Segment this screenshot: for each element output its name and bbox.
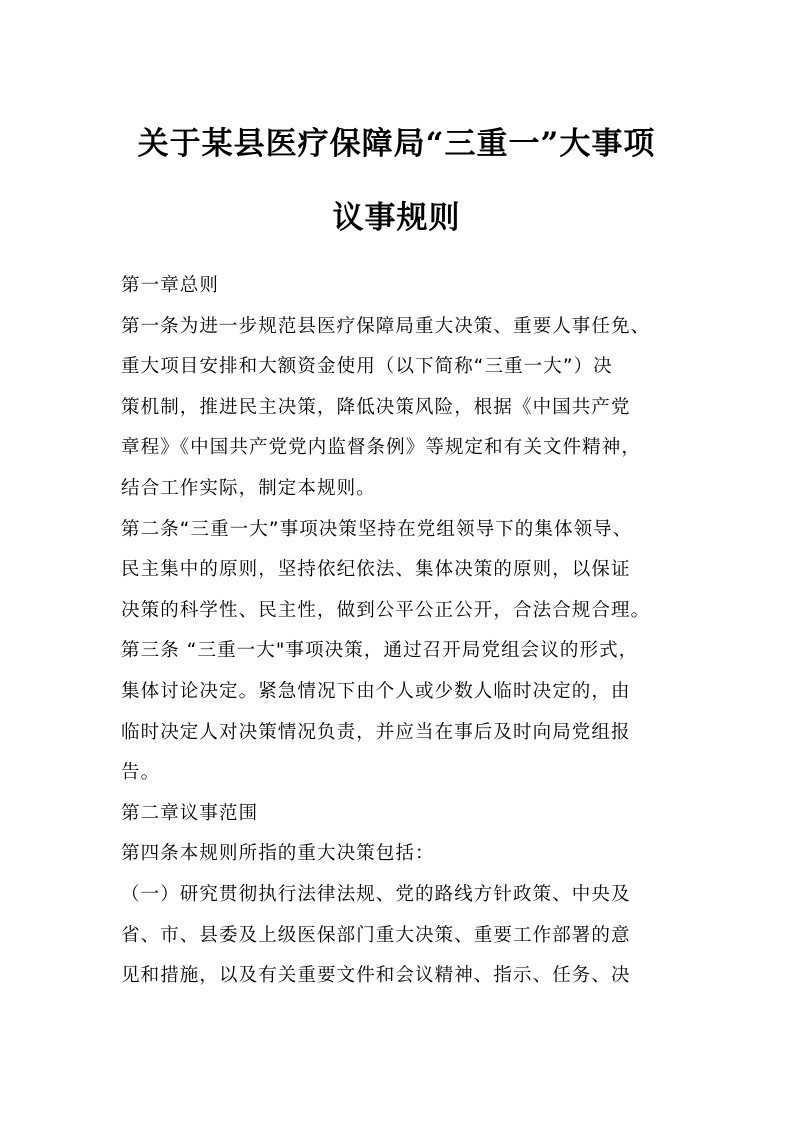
text-line: 结合工作实际，制定本规则。: [121, 477, 376, 499]
chapter-heading: 第一章总则: [121, 275, 220, 296]
text-line: 见和措施，以及有关重要文件和会议精神、指示、任务、决: [121, 965, 631, 987]
text-line: 决策的科学性、民主性，做到公平公正公开，合法合规合理。: [121, 599, 651, 621]
document-body: [121, 266, 681, 997]
text-line: （一）研究贯彻执行法律法规、党的路线方针政策、中央及: [121, 883, 631, 905]
text-line: 第三条 “三重一大"事项决策，通过召开局党组会议的形式，: [121, 640, 639, 662]
text-line: 集体讨论决定。紧急情况下由个人或少数人临时决定的，由: [121, 680, 631, 702]
text-line: 第二条“三重一大”事项决策坚持在党组领导下的集体领导、: [121, 518, 633, 540]
text-line: 第一条为进一步规范县医疗保障局重大决策、重要人事任免、: [121, 315, 651, 337]
text-line: 临时决定人对决策情况负责，并应当在事后及时向局党组报: [121, 721, 631, 743]
text-line: 章程》《中国共产党党内监督条例》等规定和有关文件精神，: [121, 437, 641, 459]
chapter-heading: 第二章议事范围: [121, 802, 259, 824]
text-line: 省、市、县委及上级医保部门重大决策、重要工作部署的意: [121, 924, 631, 946]
text-line: 策机制，推进民主决策，降低决策风险，根据《中国共产党: [121, 396, 631, 418]
text-line: 第四条本规则所指的重大决策包括：: [121, 843, 435, 865]
document-title-line-1: 关于某县医疗保障局“三重一”大事项: [137, 126, 656, 162]
text-line: 民主集中的原则，坚持依纪依法、集体决策的原则，以保证: [121, 559, 631, 581]
text-line: 重大项目安排和大额资金使用（以下简称“三重一大”）决: [121, 356, 613, 378]
text-line: 告。: [121, 762, 161, 784]
document-title-line-2: 议事规则: [332, 200, 461, 236]
